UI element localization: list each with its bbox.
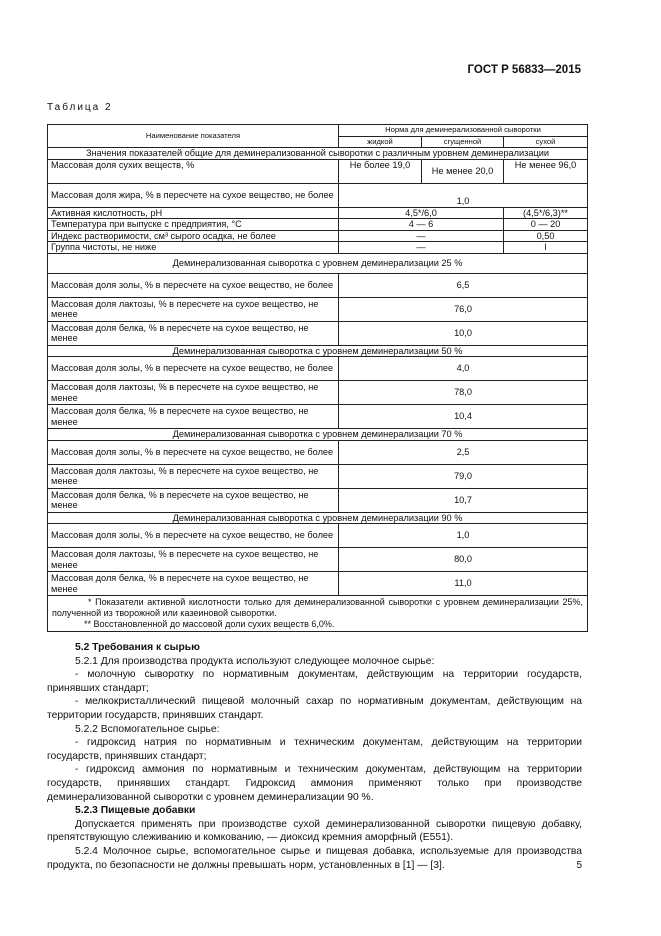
row-ash-label: Массовая доля золы, % в пересчете на сухое вещество, не более [48, 440, 339, 464]
para-5-2-4: 5.2.4 Молочное сырье, вспомогательное сырье и пищевая добавка, используемые для производства продукта, по безопасности не должны превышать норм, установленных в [1] — [3]. [47, 845, 582, 871]
value-ash: 1,0 [339, 524, 588, 548]
row-acidity-label: Активная кислотность, pH [48, 207, 339, 219]
row-solubility-label: Индекс растворимости, см³ сырого осадка, не более [48, 230, 339, 242]
para-5-2-1-sugar: - мелкокристаллический пищевой молочный сахар по нормативным документам, действующим на территории государств, принявших стандарт. [47, 696, 582, 721]
value-solubility-dry: 0,50 [504, 230, 588, 242]
section-title: Деминерализованная сыворотка с уровнем деминерализации 90 % [48, 512, 588, 524]
row-ash-label: Массовая доля золы, % в пересчете на сухое вещество, не более [48, 524, 339, 548]
row-purity-label: Группа чистоты, не ниже [48, 242, 339, 254]
para-5-2-2-sodium: - гидроксид натрия по нормативным и техническим документам, действующим на территории государств, принявших стандарт; [47, 737, 582, 762]
header-dry: сухой [504, 136, 588, 148]
row-lactose-label: Массовая доля лактозы, % в пересчете на сухое вещество, не менее [48, 548, 339, 572]
value-temperature-lc: 4 — 6 [339, 219, 504, 231]
value-dry: Не менее 96,0 [504, 159, 588, 183]
row-lactose-label: Массовая доля лактозы, % в пересчете на сухое вещество, не менее [48, 297, 339, 321]
table-footnotes [48, 596, 588, 632]
value-condensed: Не менее 20,0 [422, 159, 504, 183]
header-norm: Норма для деминерализованной сыворотки [339, 125, 588, 137]
value-ash: 4,0 [339, 357, 588, 381]
value-solubility-lc: — [339, 230, 504, 242]
standard-number: ГОСТ Р 56833—2015 [467, 64, 581, 76]
value-liquid: Не более 19,0 [339, 159, 422, 183]
table-2 [47, 124, 588, 632]
para-5-2-2-ammonium: - гидроксид аммония по нормативным и техническим документам, действующим на территории государств, принявших стандарт. Гидроксид аммония применяют только при производстве деминерализованной сыворотки с уровнем деминерализации 90 %. [47, 764, 582, 803]
header-liquid: жидкой [339, 136, 422, 148]
heading-5-2: 5.2 Требования к сырью [75, 642, 200, 653]
value-lactose: 78,0 [339, 381, 588, 405]
para-5-2-1-whey: - молочную сыворотку по нормативным документам, действующим на территории государств, принявших стандарт; [47, 669, 582, 694]
para-5-2-3: Допускается применять при производстве сухой деминерализованной сыворотки пищевую добавку, препятствующую слеживанию и комкованию, — диоксид кремния аморфный (Е551). [47, 818, 582, 844]
value-lactose: 80,0 [339, 548, 588, 572]
section-title: Деминерализованная сыворотка с уровнем деминерализации 70 % [48, 429, 588, 441]
row-ash-label: Массовая доля золы, % в пересчете на сухое вещество, не более [48, 357, 339, 381]
row-protein-label: Массовая доля белка, % в пересчете на сухое вещество, не менее [48, 321, 339, 345]
row-dry-matter-label: Массовая доля сухих веществ, % [48, 159, 339, 183]
general-title: Значения показателей общие для деминерализованной сыворотки с различным уровнем деминерализации [48, 148, 588, 160]
value-acidity-lc: 4,5*/6,0 [339, 207, 504, 219]
header-name: Наименование показателя [48, 125, 339, 148]
row-lactose-label: Массовая доля лактозы, % в пересчете на сухое вещество, не менее [48, 381, 339, 405]
value-protein: 10,0 [339, 321, 588, 345]
value-acidity-dry: (4,5*/6,3)** [504, 207, 588, 219]
page-number: 5 [576, 860, 582, 871]
row-fat-label: Массовая доля жира, % в пересчете на сухое вещество, не более [48, 183, 339, 207]
value-purity-dry: I [504, 242, 588, 254]
value-lactose: 76,0 [339, 297, 588, 321]
section-title: Деминерализованная сыворотка с уровнем деминерализации 50 % [48, 345, 588, 357]
row-lactose-label: Массовая доля лактозы, % в пересчете на сухое вещество, не менее [48, 464, 339, 488]
row-protein-label: Массовая доля белка, % в пересчете на сухое вещество, не менее [48, 572, 339, 596]
header-condensed: сгущенной [422, 136, 504, 148]
table-caption: Таблица 2 [47, 102, 113, 113]
footnote-acidity: * Показатели активной кислотности только для деминерализованной сыворотки с уровнем деминерализации 25%, полученной из творожной или казеиновой сыворотки. [52, 597, 584, 618]
section-5-2 [47, 641, 582, 872]
heading-5-2-3: 5.2.3 Пищевые добавки [75, 805, 196, 817]
footnote-restored: ** Восстановленной до массовой доли сухих веществ 6,0%. [84, 619, 335, 629]
value-purity-lc: — [339, 242, 504, 254]
value-ash: 6,5 [339, 273, 588, 297]
para-5-2-1: 5.2.1 Для производства продукта используют следующее молочное сырье: [75, 655, 435, 667]
para-5-2-2: 5.2.2 Вспомогательное сырье: [75, 723, 220, 735]
value-lactose: 79,0 [339, 464, 588, 488]
value-protein: 10,7 [339, 488, 588, 512]
value-fat: 1,0 [339, 183, 588, 207]
value-protein: 11,0 [339, 572, 588, 596]
row-protein-label: Массовая доля белка, % в пересчете на сухое вещество, не менее [48, 405, 339, 429]
section-title: Деминерализованная сыворотка с уровнем деминерализации 25 % [48, 253, 588, 273]
row-ash-label: Массовая доля золы, % в пересчете на сухое вещество, не более [48, 273, 339, 297]
value-temperature-dry: 0 — 20 [504, 219, 588, 231]
row-protein-label: Массовая доля белка, % в пересчете на сухое вещество, не менее [48, 488, 339, 512]
value-protein: 10,4 [339, 405, 588, 429]
row-temperature-label: Температура при выпуске с предприятия, °С [48, 219, 339, 231]
value-ash: 2,5 [339, 440, 588, 464]
